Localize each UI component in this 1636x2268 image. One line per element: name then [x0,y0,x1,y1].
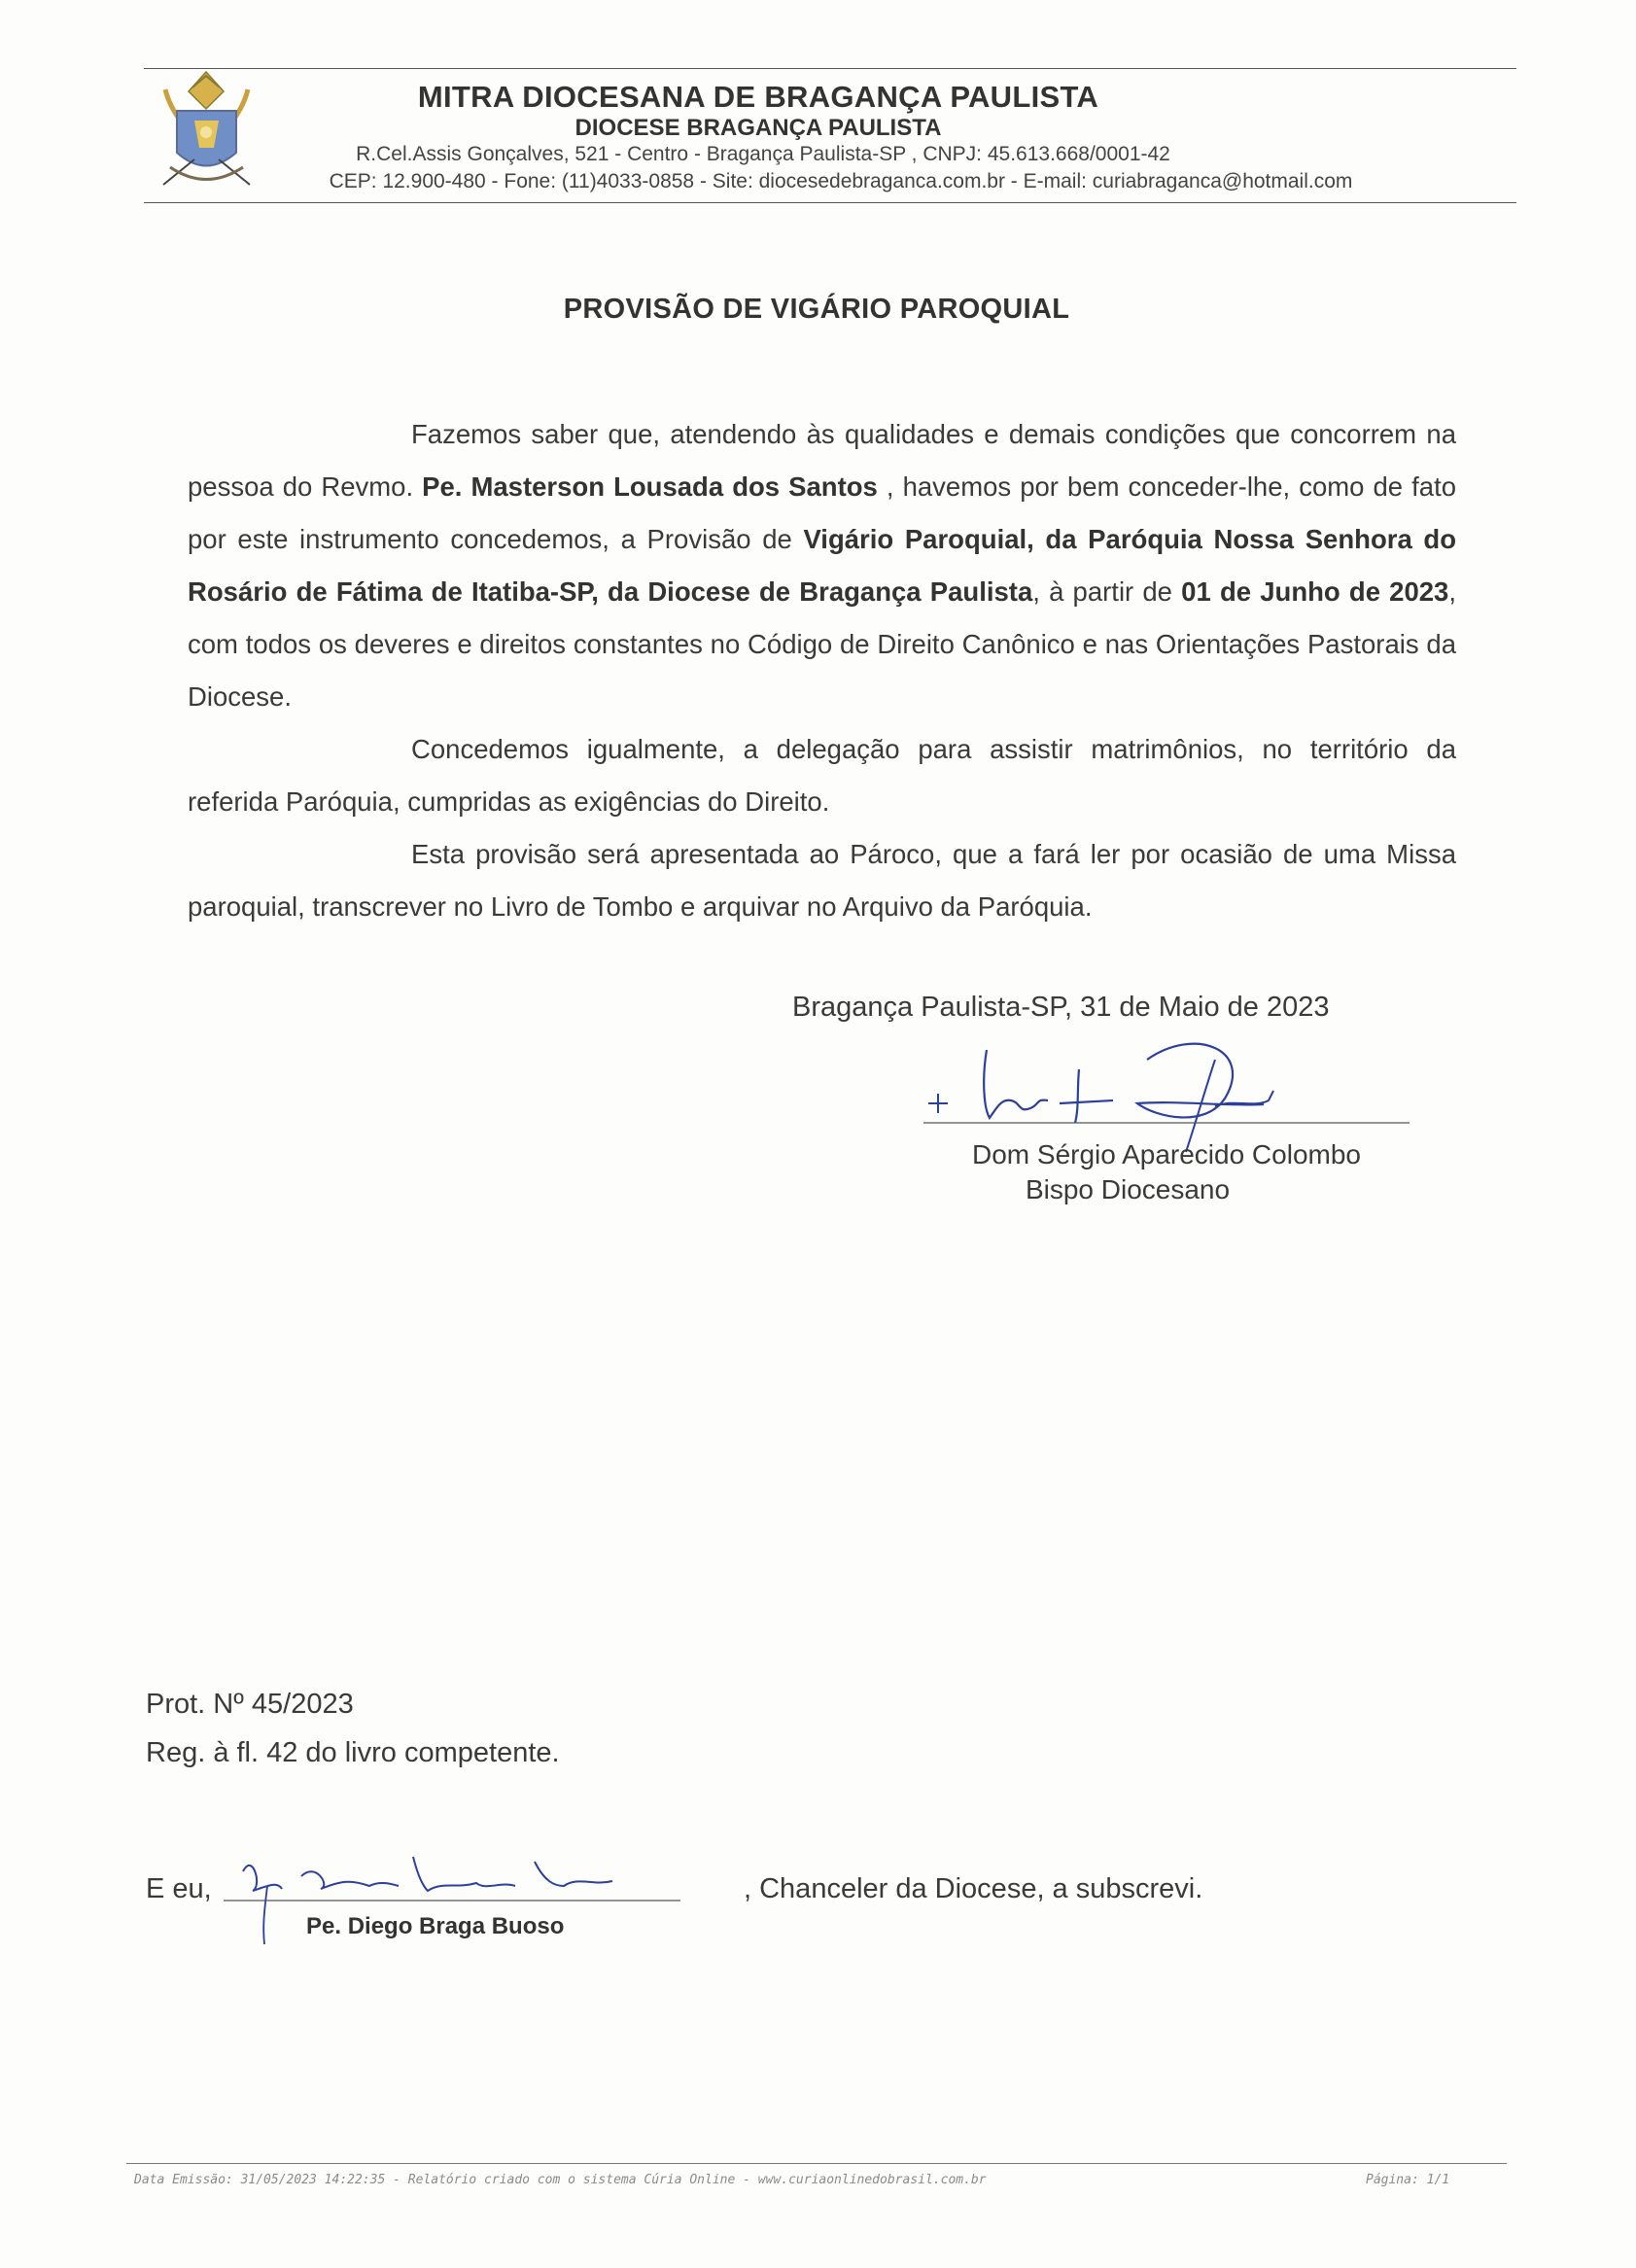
chancellor-suffix: , Chanceler da Diocese, a subscrevi. [744,1873,1203,1904]
footer-rule [126,2163,1507,2164]
registration-note: Reg. à fl. 42 do livro competente. [146,1737,560,1768]
contact-line: CEP: 12.900-480 - Fone: (11)4033-0858 - Site: diocesedebraganca.com.br - E-mail: curiabraganca@hotmail.com [329,170,1353,192]
footer-emission-info: Data Emissão: 31/05/2023 14:22:35 - Relatório criado com o sistema Cúria Online - www.curiaonlinedobrasil.com.br [134,2173,987,2187]
start-date: 01 de Junho de 2023 [1181,576,1449,607]
p1-text-4: , com todos os deveres e direitos constantes no Código de Direito Canônico e nas Orientações Pastorais da Diocese. [188,576,1456,712]
bishop-signature-icon [904,1030,1410,1157]
appointment: Vigário Paroquial, da Paróquia Nossa Senhora do Rosário de Fátima de Itatiba-SP, da Diocese de Bragança Paulista [188,524,1456,607]
paragraph-3: Esta provisão será apresentada ao Pároco, que a fará ler por ocasião de uma Missa paroquial, transcrever no Livro de Tombo e arquivar no Arquivo da Paróquia. [188,839,1456,922]
header-bottom-rule [144,202,1516,203]
bishop-role: Bispo Diocesano [1025,1174,1231,1204]
diocese-name: DIOCESE BRAGANÇA PAULISTA [574,115,942,141]
footer-page-number: Página: 1/1 [1366,2173,1450,2187]
document-title: PROVISÃO DE VIGÁRIO PAROQUIAL [563,294,1070,325]
p1-text-2: , havemos por bem conceder-lhe, como de fato por este instrumento concedemos, a Provisão de [188,471,1457,554]
p1-text-1: Fazemos saber que, atendendo às qualidades e demais condições que concorrem na pessoa do Revmo. [188,419,1456,502]
paragraph-1 [188,408,1456,723]
p1-text-3: , à partir de [1032,576,1182,607]
header-top-rule [144,68,1516,69]
chancellor-prefix: E eu, [146,1873,212,1904]
organization-name: MITRA DIOCESANA DE BRAGANÇA PAULISTA [417,80,1099,114]
protocol-number: Prot. Nº 45/2023 [146,1689,354,1720]
document-body [188,408,1456,933]
chancellor-name: Pe. Diego Braga Buoso [306,1913,565,1939]
address-line: R.Cel.Assis Gonçalves, 521 - Centro - Bragança Paulista-SP , CNPJ: 45.613.668/0001-42 [356,143,1170,165]
priest-name: Pe. Masterson Lousada dos Santos [422,471,878,502]
paragraph-2: Concedemos igualmente, a delegação para assistir matrimônios, no território da referida Paróquia, cumpridas as exigências do Direito. [188,734,1456,817]
bishop-name: Dom Sérgio Aparecido Colombo [972,1139,1361,1169]
place-date: Bragança Paulista-SP, 31 de Maio de 2023 [792,992,1330,1023]
